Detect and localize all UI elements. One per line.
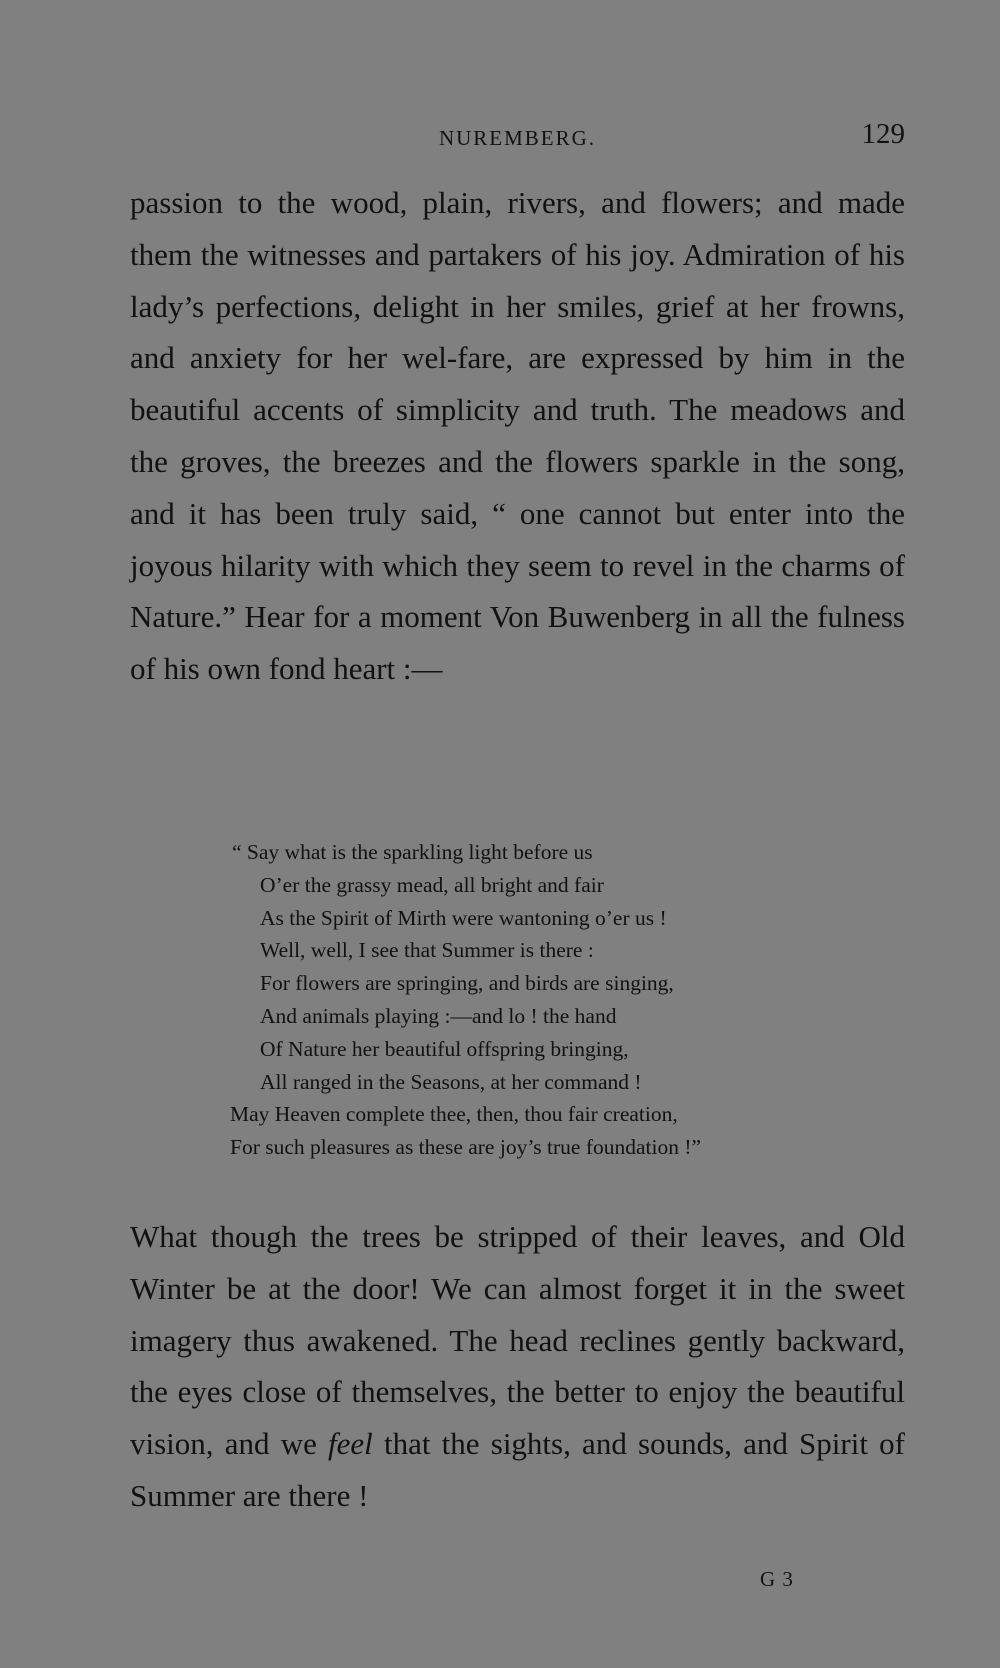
verse-block <box>232 836 872 1164</box>
verse-line: “ Say what is the sparkling light before us <box>232 840 593 864</box>
paragraph-2 <box>130 1211 905 1522</box>
verse-line: Well, well, I see that Summer is there : <box>260 938 594 963</box>
verse-line: As the Spirit of Mirth were wantoning o’er us ! <box>260 905 667 930</box>
verse-line: Of Nature her beautiful offspring bringing, <box>260 1036 629 1061</box>
verse-line: For such pleasures as these are joy’s true foundation !” <box>230 1135 702 1160</box>
paragraph-1: passion to the wood, plain, rivers, and flowers; and made them the witnesses and partakers of his joy. Admiration of his lady’s perfections, delight in her smiles, grief at her frowns, and anxiety for her wel-fare, are expressed by him in the beautiful accents of simplicity and truth. The meadows and the groves, the breezes and the flowers sparkle in the song, and it has been truly said, “ one cannot but enter into the joyous hilarity with which they seem to revel in the charms of Nature.” Hear for a moment Von Buwenberg in all the fulness of his own fond heart :— <box>130 185 905 687</box>
verse-line: May Heaven complete thee, then, thou fair creation, <box>230 1102 678 1127</box>
paragraph-2-text-a: What though the trees be stripped of their leaves, and Old Winter be at the door! We can almost forget it in the sweet imagery thus awakened. The head reclines gently backward, the eyes close of themselves, the better to enjoy the beautiful vision, and we <box>130 1219 905 1462</box>
paragraph-2-text-b: that the sights, and sounds, and Spirit of Summer are there ! <box>130 1426 905 1513</box>
verse-line: O’er the grassy mead, all bright and fair <box>260 872 604 897</box>
page-number: 129 <box>861 118 905 150</box>
verse-line: And animals playing :—and lo ! the hand <box>260 1003 617 1028</box>
verse-line: For flowers are springing, and birds are singing, <box>260 971 674 996</box>
running-title: NUREMBERG. <box>438 126 597 150</box>
signature-mark: G 3 <box>760 1567 794 1591</box>
verse-line: All ranged in the Seasons, at her command ! <box>260 1069 642 1094</box>
running-head <box>130 118 905 158</box>
paragraph-2-italic: feel <box>328 1426 373 1462</box>
